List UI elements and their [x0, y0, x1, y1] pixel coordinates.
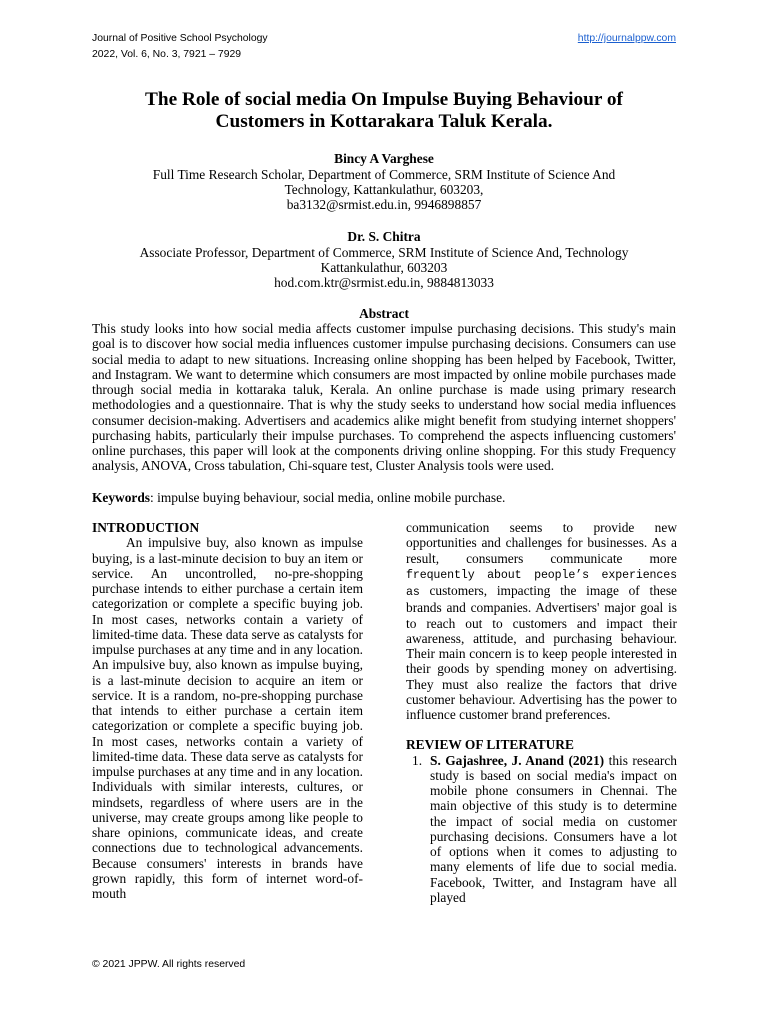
literature-item-authors: S. Gajashree, J. Anand (2021) — [430, 752, 605, 768]
author-name: Dr. S. Chitra — [347, 229, 421, 244]
author-name: Bincy A Varghese — [334, 151, 434, 166]
paper-title-line-1: The Role of social media On Impulse Buying Behaviour of — [145, 89, 623, 110]
journal-name: Journal of Positive School Psychology — [92, 33, 268, 44]
keywords-line — [92, 490, 676, 505]
author-affiliation: Associate Professor, Department of Commerce, SRM Institute of Science And, Technology — [139, 245, 629, 260]
journal-url-link[interactable]: http://journalppw.com — [577, 33, 676, 44]
author-block-2 — [92, 229, 676, 290]
intro-continued-mono-line: frequently about people’s experiences as — [406, 568, 677, 599]
abstract-heading: Abstract — [359, 306, 409, 321]
author-block-1 — [92, 151, 676, 212]
author-contact: ba3132@srmist.edu.in, 9946898857 — [286, 197, 482, 212]
literature-item — [406, 753, 677, 906]
intro-continued-part-1: communication seems to provide new opportunities and challenges for businesses. As a result, consumers communicate more — [406, 520, 677, 566]
author-affiliation: Kattankulathur, 603203 — [320, 260, 448, 275]
intro-continued-part-2: customers, impacting the image of these brands and companies. Advertisers' major goal is to reach out to customers and impact their awareness, attitude, and purchasing behaviour. Their main concern is to keep people interested in their goods by spending money on advertising. They must also realize the factors that drive customer behaviour. Advertising has the power to influence customer brand preferences. — [406, 583, 677, 722]
literature-item-text: this research study is based on social media's impact on mobile phone consumers in Chennai. The main objective of this study is to determine the impact of social media on customer purchasing decisions. Consumers have a lot of options when it comes to adjusting to many elements of life due to social media. Facebook, Twitter, and Instagram have all played — [430, 752, 677, 905]
introduction-paragraph: An impulsive buy, also known as impulse buying, is a last-minute decision to buy an item or service. An uncontrolled, no-pre-shopping purchase intends to either purchase a certain item categorization or complete a specific buying job. In most cases, networks contain a variety of limited-time data. These data serve as catalysts for impulse purchases at any time and in any location. An impulsive buy, also known as impulse buying, is a last-minute decision to acquire an item or service. It is a random, no-pre-shopping purchase that intends to either purchase a certain item categorization or complete a specific buying job. In most cases, networks contain a variety of limited-time data. These data serve as catalysts for impulse purchases at any time and in any location. Individuals with similar interests, cultures, or mindsets, regardless of where users are in the universe, may create groups among like people to share opinions, communicate ideas, and create connections due to technological advancements. Because consumers' interests in brands have grown rapidly, this form of internet word-of-mouth — [92, 535, 363, 901]
abstract-text: This study looks into how social media affects customer impulse purchasing decisions. This study's main goal is to discover how social media influences customer impulse purchasing decisions. Consumers can use social media to adapt to new situations. Increasing online shopping has been helped by Facebook, Twitter, and Instagram. We want to determine which consumers are most impacted by online mobile purchases made through social media in kottaraka taluk, Kerala. An online purchase is made using primary research methodologies and a questionnaire. That is why the study seeks to understand how social media influences consumer decision-making. Advertisers and academics alike might benefit from studying internet shoppers' purchasing habits, particularly their impulse purchases. To comprehend the aspects influencing customers' online purchases, this paper will look at the components driving online shopping. For this study Frequency analysis, ANOVA, Cross tabulation, Chi-square test, Cluster Analysis tools were used. — [92, 321, 676, 474]
right-column — [406, 520, 677, 905]
footer-copyright: © 2021 JPPW. All rights reserved — [92, 959, 246, 970]
author-affiliation: Technology, Kattankulathur, 603203, — [284, 182, 484, 197]
keywords-text: : impulse buying behaviour, social media, online mobile purchase. — [150, 490, 506, 505]
author-contact: hod.com.ktr@srmist.edu.in, 9884813033 — [274, 275, 494, 290]
paper-title — [92, 89, 676, 133]
literature-item-body — [430, 753, 677, 906]
introduction-continued — [406, 520, 677, 722]
keywords-label: Keywords — [92, 490, 151, 505]
section-heading-review: REVIEW OF LITERATURE — [406, 737, 574, 753]
issue-info: 2022, Vol. 6, No. 3, 7921 – 7929 — [92, 49, 242, 60]
running-header — [92, 31, 676, 63]
paper-title-line-2: Customers in Kottarakara Taluk Kerala. — [215, 111, 553, 132]
literature-item-number: 1. — [412, 752, 423, 768]
left-column — [92, 520, 363, 901]
author-affiliation: Full Time Research Scholar, Department of Commerce, SRM Institute of Science And — [152, 167, 616, 182]
section-heading-introduction: INTRODUCTION — [92, 520, 200, 535]
